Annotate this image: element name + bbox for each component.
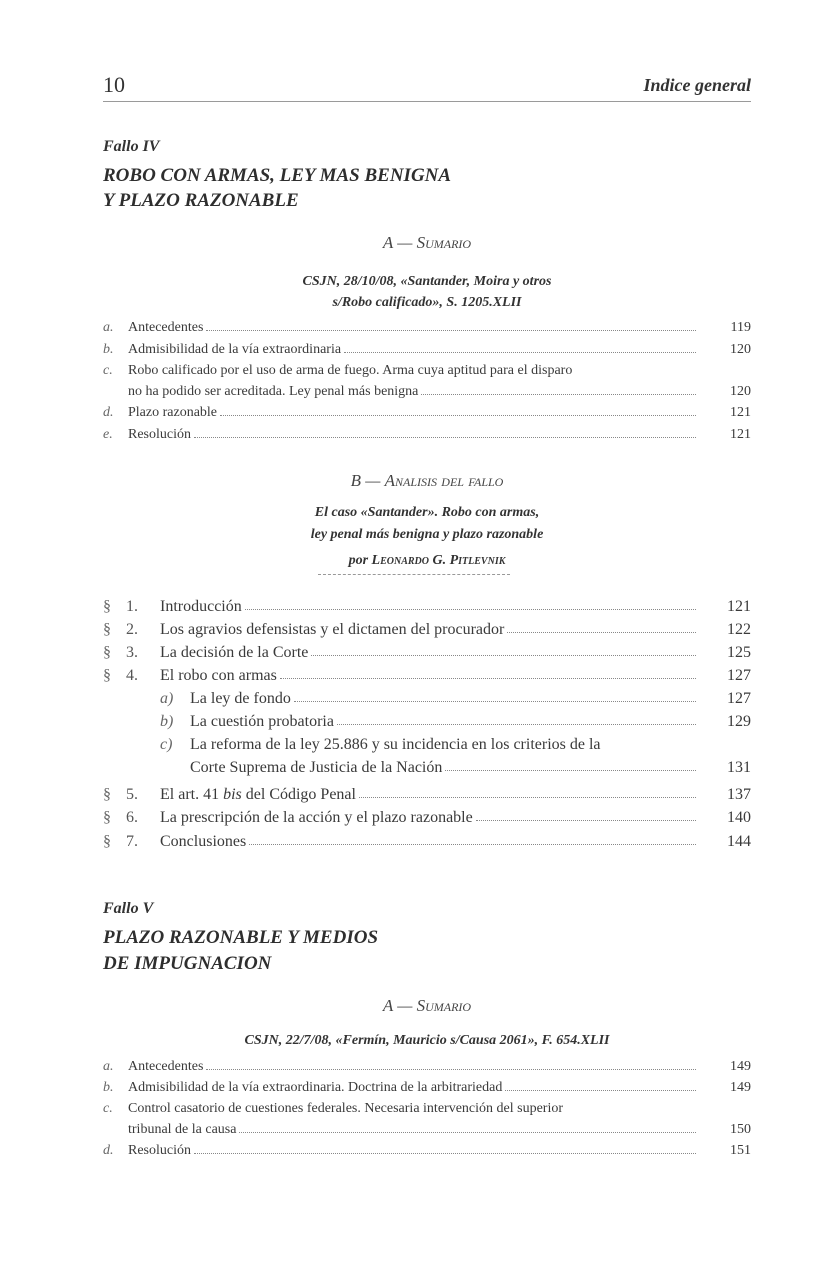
item-text: Plazo razonable — [128, 405, 218, 420]
section-sign: § — [103, 786, 111, 803]
section-letter: A — — [382, 996, 413, 1015]
toc-section[interactable] — [103, 644, 751, 667]
fallo-v-citation: CSJN, 22/7/08, «Fermín, Mauricio s/Causa 2061», F. 654.XLII — [244, 1033, 610, 1048]
section-sign: § — [103, 833, 111, 850]
section-sign: § — [103, 598, 111, 615]
section-page: 144 — [727, 833, 751, 850]
section-letter: B — — [350, 471, 381, 490]
item-text: Resolución — [128, 427, 191, 442]
fallo-v-sumario-heading — [103, 996, 751, 1016]
fallo-v-title-line1: PLAZO RAZONABLE Y MEDIOS — [103, 927, 379, 948]
toc-item[interactable] — [103, 342, 751, 363]
item-page: 119 — [730, 320, 751, 335]
item-letter: e. — [103, 427, 113, 442]
section-text: Los agravios defensistas y el dictamen del procurador — [160, 621, 505, 638]
item-page: 120 — [730, 384, 751, 399]
item-letter: a. — [103, 320, 114, 335]
subsection-text: La cuestión probatoria — [190, 713, 334, 730]
fallo-v-title-line2: DE IMPUGNACION — [103, 953, 272, 974]
section-number: 2. — [126, 621, 138, 638]
section-page: 127 — [727, 667, 751, 684]
fallo-iv-analisis-heading — [103, 471, 751, 491]
fallo-iv-title-line2: Y PLAZO RAZONABLE — [103, 190, 299, 211]
section-number: 6. — [126, 809, 138, 826]
item-text: Robo calificado por el uso de arma de fuego. Arma cuya aptitud para el disparo — [128, 363, 573, 378]
toc-item[interactable] — [103, 1080, 751, 1101]
analysis-author — [103, 553, 751, 569]
section-sign: § — [103, 667, 111, 684]
toc-item[interactable] — [103, 320, 751, 341]
section-sign: § — [103, 621, 111, 638]
toc-section[interactable] — [103, 809, 751, 832]
toc-section[interactable] — [103, 621, 751, 644]
item-letter: c. — [103, 1101, 113, 1116]
section-title: Analisis del fallo — [384, 471, 504, 490]
section-text: Introducción — [160, 598, 242, 615]
fallo-iv-citation-line1: CSJN, 28/10/08, «Santander, Moira y otros — [302, 274, 552, 289]
item-text: Antecedentes — [128, 1059, 204, 1074]
toc-item[interactable] — [103, 1143, 751, 1164]
fallo-iv-sumario-heading — [103, 233, 751, 253]
item-text: Admisibilidad de la vía extraordinaria — [128, 342, 342, 357]
analysis-title-line1: El caso «Santander». Robo con armas, — [314, 505, 540, 520]
section-title: Sumario — [416, 233, 472, 252]
section-letter: A — — [382, 233, 413, 252]
subsection-letter: c) — [160, 736, 173, 753]
toc-item-continuation[interactable] — [103, 384, 751, 405]
section-text: El art. 41 bis del Código Penal — [160, 786, 356, 803]
item-letter: a. — [103, 1059, 114, 1074]
toc-item[interactable] — [103, 427, 751, 448]
section-number: 1. — [126, 598, 138, 615]
subsection-page: 127 — [727, 690, 751, 707]
item-text: Resolución — [128, 1143, 191, 1158]
header-rule — [103, 101, 751, 102]
toc-subsection[interactable] — [103, 690, 751, 713]
item-text-continued: tribunal de la causa — [128, 1122, 237, 1137]
section-page: 121 — [727, 598, 751, 615]
toc-item[interactable] — [103, 1059, 751, 1080]
section-sign: § — [103, 809, 111, 826]
item-text: Control casatorio de cuestiones federales. Necesaria intervención del superior — [128, 1101, 563, 1116]
item-page: 149 — [730, 1080, 751, 1095]
section-number: 7. — [126, 833, 138, 850]
section-page: 140 — [727, 809, 751, 826]
section-text-emphasis: bis — [223, 786, 242, 803]
section-page: 122 — [727, 621, 751, 638]
item-page: 120 — [730, 342, 751, 357]
section-page: 125 — [727, 644, 751, 661]
item-letter: b. — [103, 342, 114, 357]
author-prefix: por — [348, 553, 369, 568]
item-text: Admisibilidad de la vía extraordinaria. Doctrina de la arbitrariedad — [128, 1080, 503, 1095]
section-text: Conclusiones — [160, 833, 247, 850]
toc-section[interactable] — [103, 786, 751, 809]
toc-subsection[interactable] — [103, 713, 751, 736]
fallo-iv-title-line1: ROBO CON ARMAS, LEY MAS BENIGNA — [103, 165, 452, 186]
subsection-page: 129 — [727, 713, 751, 730]
fallo-iv-label: Fallo IV — [103, 138, 160, 155]
fallo-iv-citation-line2: s/Robo calificado», S. 1205.XLII — [332, 295, 522, 310]
section-number: 3. — [126, 644, 138, 661]
item-letter: d. — [103, 405, 114, 420]
toc-section[interactable] — [103, 598, 751, 621]
item-page: 149 — [730, 1059, 751, 1074]
item-text-continued: no ha podido ser acreditada. Ley penal más benigna — [128, 384, 419, 399]
item-page: 121 — [730, 427, 751, 442]
subsection-page: 131 — [727, 759, 751, 776]
subsection-text-continued: Corte Suprema de Justicia de la Nación — [190, 759, 443, 776]
section-page: 137 — [727, 786, 751, 803]
section-text: El robo con armas — [160, 667, 277, 684]
toc-item-continuation[interactable] — [103, 1122, 751, 1143]
item-letter: d. — [103, 1143, 114, 1158]
section-title: Sumario — [416, 996, 472, 1015]
toc-section[interactable] — [103, 667, 751, 690]
item-text: Antecedentes — [128, 320, 204, 335]
section-number: 5. — [126, 786, 138, 803]
author-name: Leonardo G. Pitlevnik — [371, 553, 506, 568]
item-page: 151 — [730, 1143, 751, 1158]
section-sign: § — [103, 644, 111, 661]
item-page: 121 — [730, 405, 751, 420]
toc-item-multiline[interactable] — [103, 1101, 751, 1122]
item-page: 150 — [730, 1122, 751, 1137]
subsection-text: La reforma de la ley 25.886 y su incidencia en los criterios de la — [190, 736, 601, 753]
page-number: 10 — [103, 72, 125, 97]
section-text: La decisión de la Corte — [160, 644, 309, 661]
subsection-letter: b) — [160, 713, 174, 730]
subsection-letter: a) — [160, 690, 174, 707]
analysis-title-line2: ley penal más benigna y plazo razonable — [310, 527, 544, 542]
subsection-text: La ley de fondo — [190, 690, 291, 707]
section-text: La prescripción de la acción y el plazo razonable — [160, 809, 473, 826]
section-number: 4. — [126, 667, 138, 684]
toc-subsection-multiline[interactable] — [103, 736, 751, 759]
toc-item[interactable] — [103, 405, 751, 426]
fallo-v-label: Fallo V — [103, 900, 154, 917]
toc-subsection-continuation[interactable] — [103, 759, 751, 782]
author-rule — [318, 574, 510, 576]
toc-item-multiline[interactable] — [103, 363, 751, 384]
toc-section[interactable] — [103, 833, 751, 856]
running-title: Indice general — [643, 75, 751, 95]
item-letter: c. — [103, 363, 113, 378]
item-letter: b. — [103, 1080, 114, 1095]
